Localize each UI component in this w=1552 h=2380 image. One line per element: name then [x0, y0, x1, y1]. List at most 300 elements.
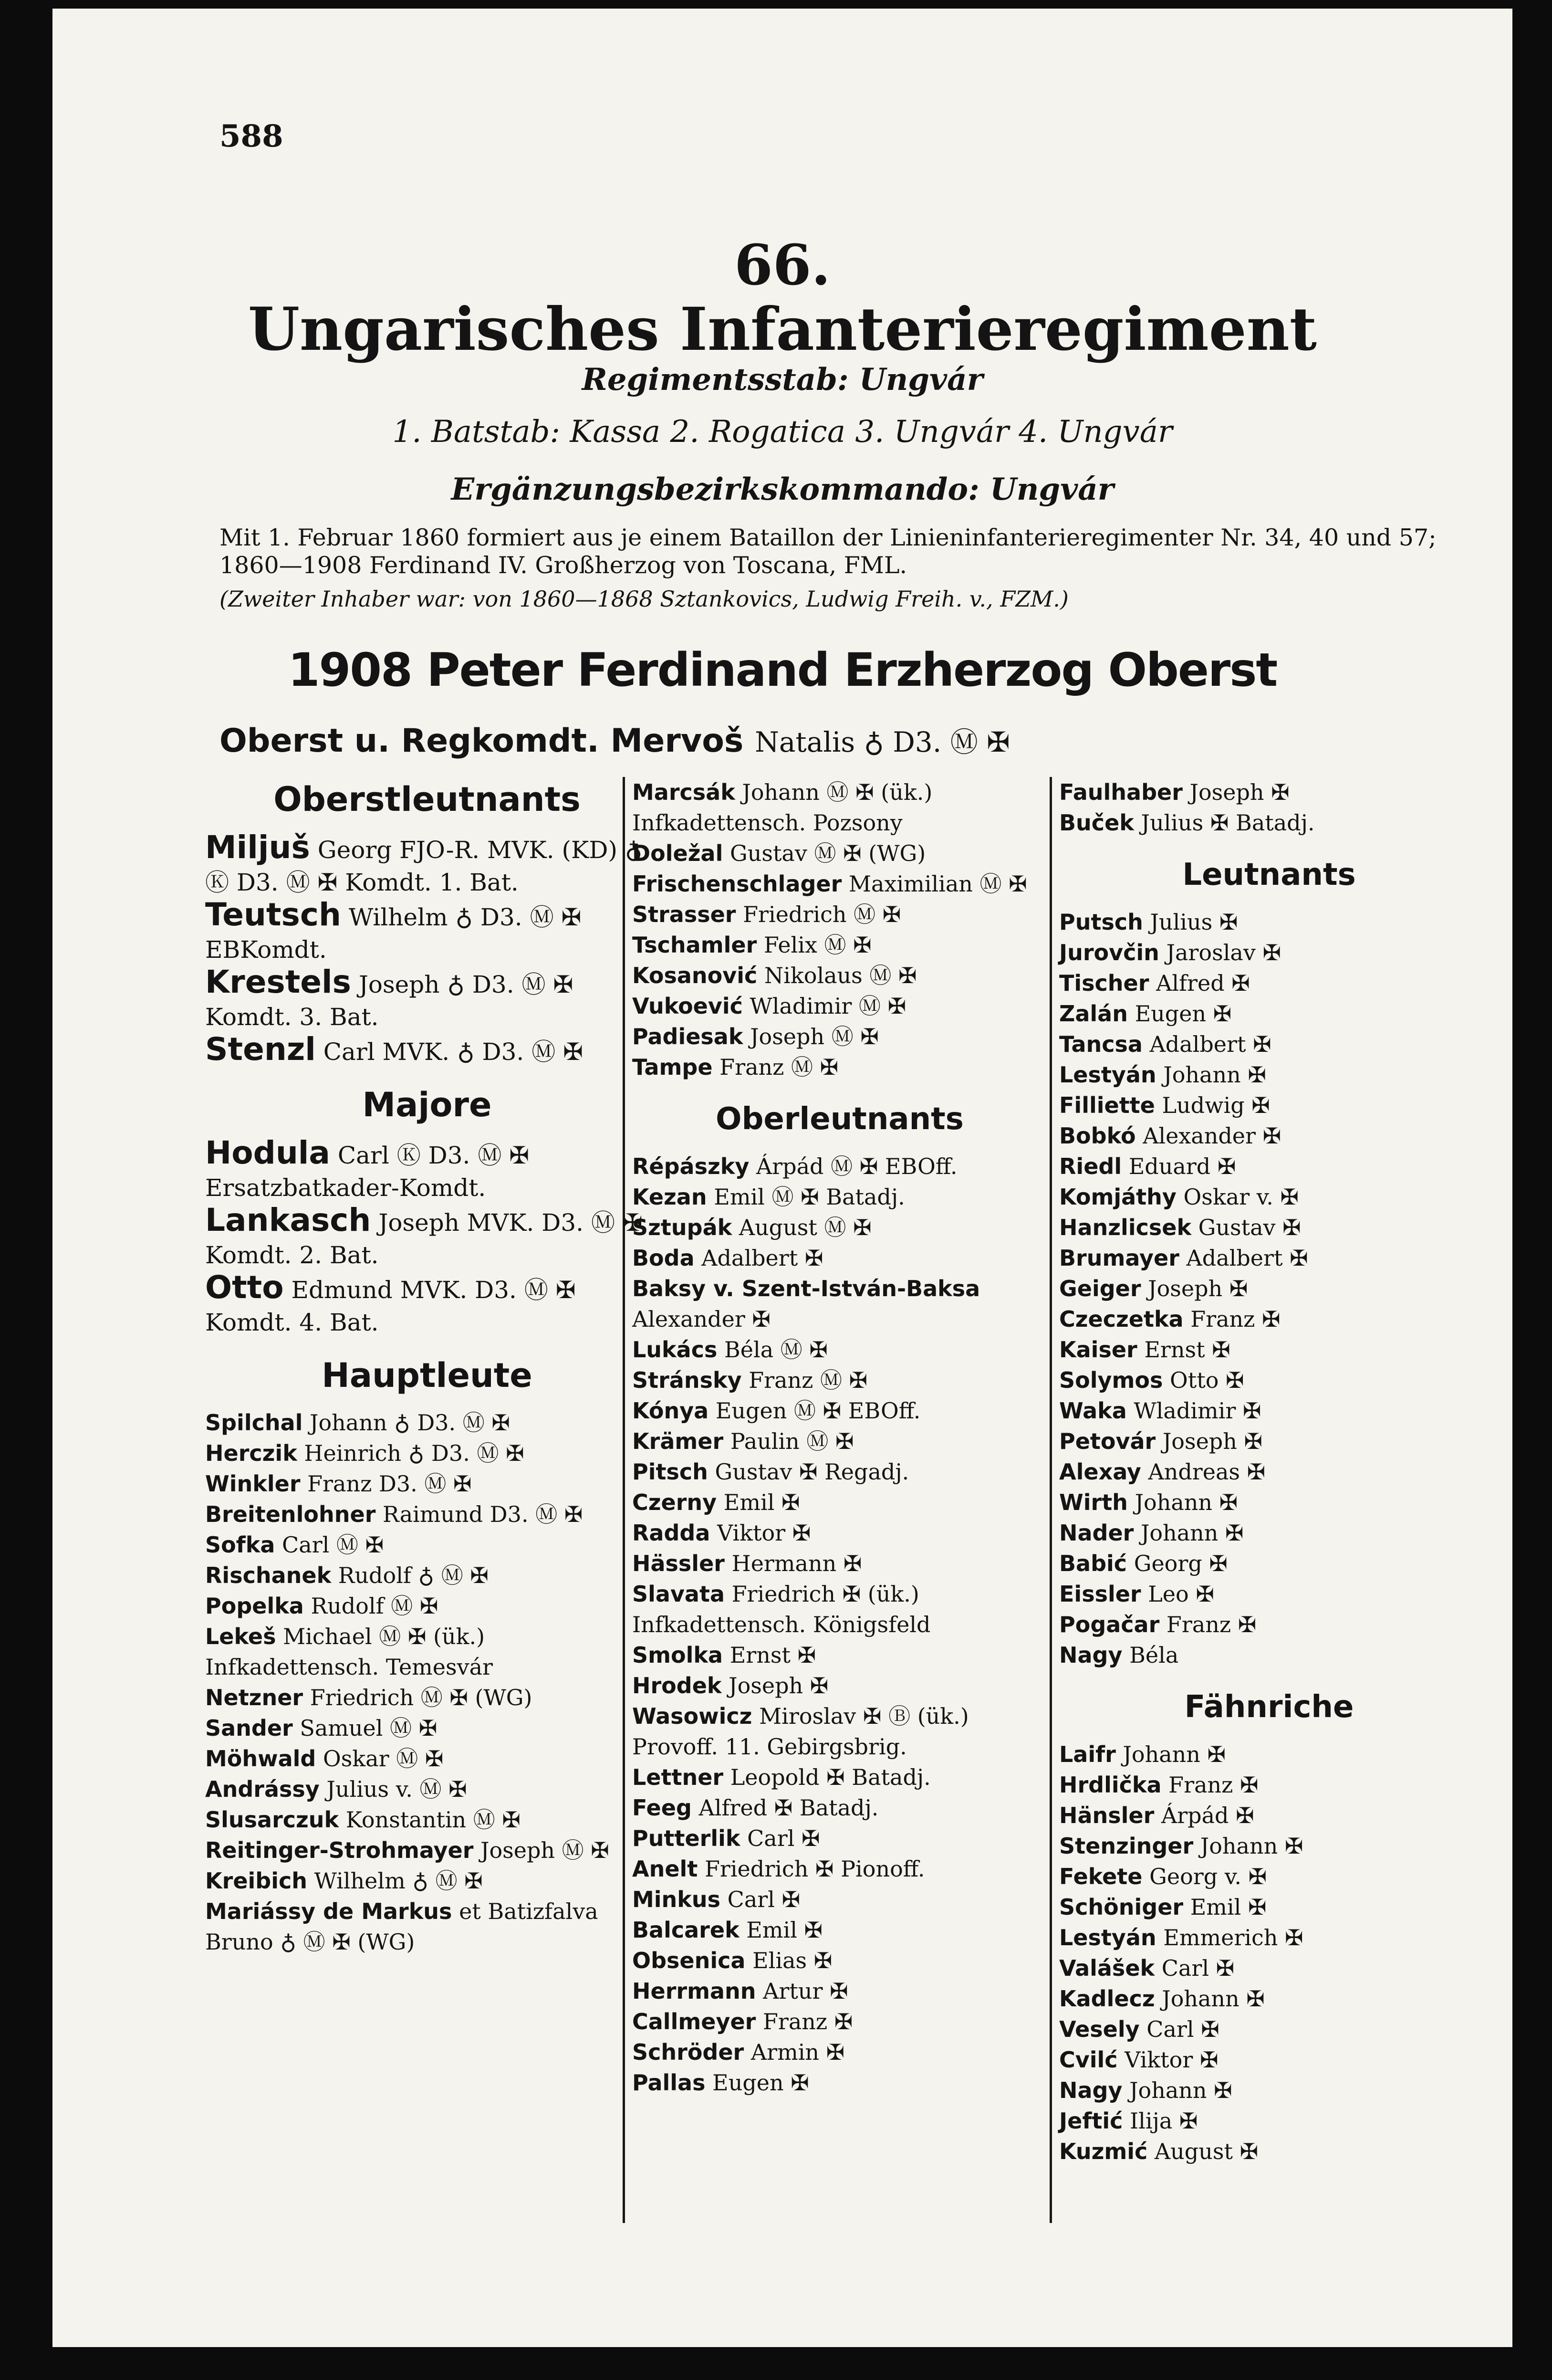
officer-name: Brumayer — [1059, 1245, 1179, 1271]
roster-entry — [1059, 1640, 1479, 1670]
officer-details: Franz ✠ — [762, 2009, 853, 2034]
ergaenzung-line: Ergänzungsbezirkskommando: Ungvár — [451, 472, 1114, 507]
officer-details: Julius ✠ — [1150, 909, 1238, 935]
officer-details: Ilija ✠ — [1129, 2108, 1198, 2134]
roster-entry — [1059, 1861, 1479, 1892]
officer-name: Stránsky — [632, 1367, 742, 1393]
regiment-name: Ungarisches Infanterieregiment — [248, 295, 1317, 364]
officer-name: Solymos — [1059, 1367, 1163, 1393]
roster-entry — [205, 1271, 649, 1339]
officer-name: Pitsch — [632, 1459, 708, 1485]
officer-name: Pogačar — [1059, 1612, 1160, 1637]
officer-details: Georg ✠ — [1134, 1551, 1228, 1576]
officer-details: Joseph Ⓜ ✠ — [480, 1837, 609, 1863]
officer-name: Répászky — [632, 1153, 750, 1179]
officer-details: Emil ✠ — [1190, 1894, 1267, 1920]
roster-entry — [205, 1530, 649, 1560]
officer-details: Leo ✠ — [1148, 1581, 1214, 1607]
officer-name: Möhwald — [205, 1746, 316, 1772]
roster-entry — [205, 1134, 649, 1204]
list-oberleutnants-continued — [1059, 777, 1479, 838]
roster-entry — [1059, 2136, 1479, 2167]
officer-details: Leopold ✠ Batadj. — [730, 1764, 931, 1790]
officer-details: Rudolf ♁ Ⓜ ✠ — [338, 1562, 489, 1588]
officer-name: Minkus — [632, 1887, 721, 1912]
roster-entry — [1059, 1395, 1479, 1426]
officer-name: Fekete — [1059, 1864, 1143, 1889]
officer-name: Komjáthy — [1059, 1184, 1177, 1210]
regiment-number: 66. — [734, 233, 831, 298]
roster-entry — [1059, 2106, 1479, 2136]
officer-details: Carl ✠ — [727, 1887, 801, 1912]
officer-name: Slavata — [632, 1581, 725, 1607]
officer-details: Oskar Ⓜ ✠ — [323, 1746, 444, 1772]
roster-entry — [632, 1334, 1047, 1365]
officer-name: Kuzmić — [1059, 2139, 1148, 2164]
officer-name: Vukoević — [632, 993, 743, 1019]
officer-name: Czerny — [632, 1489, 717, 1515]
officer-name: Lestyán — [1059, 1925, 1156, 1950]
officer-details: Joseph MVK. D3. Ⓜ ✠ Komdt. 2. Bat. — [205, 1209, 643, 1269]
oberst-label: Oberst u. Regkomdt. — [219, 722, 599, 760]
officer-details: Wilhelm ♁ Ⓜ ✠ — [314, 1868, 483, 1894]
officer-details: Árpád Ⓜ ✠ EBOff. — [756, 1153, 958, 1179]
officer-name: Buček — [1059, 810, 1134, 836]
list-hauptleute — [205, 1407, 649, 1957]
officer-name: Stenzl — [205, 1031, 316, 1068]
roster-entry — [1059, 1334, 1479, 1365]
oberst-line — [219, 720, 1010, 760]
officer-name: Faulhaber — [1059, 779, 1183, 805]
officer-details: Edmund MVK. D3. Ⓜ ✠ Komdt. 4. Bat. — [205, 1276, 576, 1336]
roster-entry — [1059, 1739, 1479, 1770]
roster-entry — [1059, 1151, 1479, 1182]
list-faehnriche — [1059, 1739, 1479, 2167]
officer-name: Valášek — [1059, 1955, 1155, 1981]
officer-name: Boda — [632, 1245, 695, 1271]
roster-entry — [1059, 1273, 1479, 1304]
roster-entry — [1059, 807, 1479, 838]
roster-entry — [1059, 1121, 1479, 1151]
officer-details: Julius v. Ⓜ ✠ — [326, 1776, 467, 1802]
officer-details: Georg v. ✠ — [1149, 1864, 1267, 1889]
officer-details: Franz ✠ — [1168, 1772, 1259, 1798]
officer-details: Béla — [1129, 1642, 1179, 1668]
roster-entry — [205, 1621, 649, 1682]
officer-name: Schöniger — [1059, 1894, 1184, 1920]
officer-name: Nagy — [1059, 1642, 1123, 1668]
section-heading-oberstleutnants: Oberstleutnants — [273, 780, 581, 819]
roster-entry — [632, 1395, 1047, 1426]
officer-details: Carl Ⓚ D3. Ⓜ ✠ Ersatzbatkader-Komdt. — [205, 1142, 530, 1202]
roster-entry — [632, 2067, 1047, 2098]
officer-details: Hermann ✠ — [731, 1551, 862, 1576]
officer-name: Hrdlička — [1059, 1772, 1162, 1798]
column-3 — [1059, 777, 1479, 2167]
roster-entry — [632, 991, 1047, 1021]
document-page — [52, 9, 1512, 2347]
roster-entry — [632, 1823, 1047, 1854]
officer-details: Julius ✠ Batadj. — [1141, 810, 1315, 836]
officer-name: Tancsa — [1059, 1031, 1143, 1057]
roster-entry — [632, 1915, 1047, 1945]
officer-details: Samuel Ⓜ ✠ — [300, 1715, 437, 1741]
officer-details: Franz Ⓜ ✠ — [749, 1367, 868, 1393]
officer-name: Nader — [1059, 1520, 1134, 1546]
officer-details: Johann ✠ — [1140, 1520, 1244, 1546]
officer-details: Alexander ✠ — [632, 1306, 771, 1332]
officer-details: Friedrich Ⓜ ✠ — [743, 902, 901, 927]
roster-entry — [1059, 1548, 1479, 1579]
officer-details: Paulin Ⓜ ✠ — [730, 1428, 854, 1454]
officer-details: Armin ✠ — [750, 2039, 845, 2065]
roster-entry — [1059, 2044, 1479, 2075]
officer-name: Lankasch — [205, 1202, 371, 1238]
officer-details: Maximilian Ⓜ ✠ — [848, 871, 1027, 897]
officer-details: Nikolaus Ⓜ ✠ — [764, 963, 917, 988]
officer-name: Spilchal — [205, 1410, 303, 1436]
formation-note: Mit 1. Februar 1860 formiert aus je einem Bataillon der Linieninfanterieregimenter Nr. 34, 40 und 57; 1860—1908 Ferdinand IV. Großherzog von Toscana, FML. — [219, 524, 1437, 579]
roster-entry — [632, 1640, 1047, 1670]
officer-details: Carl MVK. ♁ D3. Ⓜ ✠ — [323, 1038, 583, 1066]
oberst-details: Natalis ♁ D3. Ⓜ ✠ — [755, 726, 1010, 758]
officer-name: Winkler — [205, 1471, 301, 1497]
officer-name: Marcsák — [632, 779, 735, 805]
officer-name: Babić — [1059, 1551, 1127, 1576]
officer-details: Ludwig ✠ — [1162, 1092, 1270, 1118]
officer-name: Kreibich — [205, 1868, 308, 1894]
roster-entry — [1059, 968, 1479, 998]
roster-entry — [1059, 1212, 1479, 1243]
officer-details: Alfred ✠ Batadj. — [698, 1795, 879, 1821]
roster-entry — [632, 1365, 1047, 1395]
roster-entry — [1059, 1487, 1479, 1518]
officer-name: Strasser — [632, 902, 736, 927]
officer-name: Alexay — [1059, 1459, 1141, 1485]
officer-name: Popelka — [205, 1593, 304, 1619]
officer-details: Joseph ✠ — [1189, 779, 1290, 805]
officer-details: Felix Ⓜ ✠ — [763, 932, 872, 958]
section-heading-majore: Majore — [362, 1085, 492, 1124]
officer-details: Eugen ✠ — [712, 2070, 809, 2096]
officer-name: Vesely — [1059, 2016, 1140, 2042]
officer-name: Tampe — [632, 1054, 713, 1080]
officer-details: Eugen ✠ — [1135, 1001, 1232, 1027]
officer-details: Johann Ⓜ ✠ (ük.) Infkadettensch. Pozsony — [632, 779, 933, 836]
roster-entry — [632, 1670, 1047, 1701]
roster-entry — [1059, 2075, 1479, 2106]
officer-name: Baksy v. Szent-István-Baksa — [632, 1276, 980, 1301]
roster-entry — [1059, 1800, 1479, 1831]
officer-details: Friedrich ✠ (ük.) Infkadettensch. Königsfeld — [632, 1581, 931, 1637]
roster-entry — [205, 1804, 649, 1835]
roster-entry — [1059, 1457, 1479, 1487]
roster-entry — [205, 1713, 649, 1743]
inhaber-line: 1908 Peter Ferdinand Erzherzog Oberst — [288, 643, 1277, 697]
officer-details: Emil Ⓜ ✠ Batadj. — [714, 1184, 905, 1210]
officer-details: Johann ✠ — [1123, 1741, 1226, 1767]
roster-entry — [632, 1243, 1047, 1273]
officer-name: Laifr — [1059, 1741, 1116, 1767]
roster-entry — [205, 1835, 649, 1866]
officer-name: Netzner — [205, 1685, 303, 1710]
roster-entry — [632, 1052, 1047, 1082]
roster-entry — [205, 1204, 649, 1271]
roster-entry — [632, 1884, 1047, 1915]
officer-name: Sander — [205, 1715, 293, 1741]
roster-entry — [1059, 1059, 1479, 1090]
officer-details: Miroslav ✠ Ⓑ (ük.) Provoff. 11. Gebirgsbrig. — [632, 1703, 969, 1760]
roster-entry — [1059, 1892, 1479, 1922]
roster-entry — [632, 1426, 1047, 1457]
roster-entry — [1059, 1426, 1479, 1457]
officer-name: Sztupák — [632, 1215, 732, 1240]
officer-details: Carl ✠ — [1146, 2016, 1219, 2042]
roster-entry — [632, 1793, 1047, 1823]
officer-details: Johann ✠ — [1200, 1833, 1303, 1859]
officer-name: Teutsch — [205, 896, 341, 933]
column-1 — [205, 777, 649, 1957]
officer-name: Tschamler — [632, 932, 757, 958]
officer-details: Alfred ✠ — [1156, 970, 1250, 996]
officer-details: Wladimir ✠ — [1134, 1398, 1261, 1424]
officer-name: Putsch — [1059, 909, 1143, 935]
roster-entry — [632, 777, 1047, 838]
officer-name: Balcarek — [632, 1917, 740, 1943]
roster-entry — [632, 2006, 1047, 2037]
section-heading-faehnriche: Fähnriche — [1184, 1689, 1354, 1725]
second-owner-note: (Zweiter Inhaber war: von 1860—1868 Sztankovics, Ludwig Freih. v., FZM.) — [219, 586, 1069, 612]
roster-entry — [205, 1682, 649, 1713]
officer-details: Franz D3. Ⓜ ✠ — [307, 1471, 472, 1497]
officer-details: Emil ✠ — [746, 1917, 823, 1943]
officer-name: Feeg — [632, 1795, 692, 1821]
officer-details: Joseph ✠ — [1162, 1428, 1263, 1454]
officer-details: Adalbert ✠ — [701, 1245, 823, 1271]
officer-name: Jeftić — [1059, 2108, 1123, 2134]
roster-entry — [1059, 1609, 1479, 1640]
officer-name: Anelt — [632, 1856, 698, 1882]
roster-entry — [632, 1151, 1047, 1182]
officer-details: Árpád ✠ — [1161, 1803, 1254, 1828]
officer-details: Friedrich Ⓜ ✠ (WG) — [310, 1685, 532, 1710]
list-leutnants — [1059, 907, 1479, 1670]
page-number: 588 — [219, 118, 283, 154]
roster-entry — [1059, 937, 1479, 968]
column-divider — [1050, 777, 1052, 2223]
officer-details: Franz ✠ — [1190, 1306, 1281, 1332]
roster-entry — [1059, 1518, 1479, 1548]
officer-details: Johann ✠ — [1135, 1489, 1238, 1515]
officer-details: Carl ✠ — [747, 1825, 820, 1851]
officer-details: Rudolf Ⓜ ✠ — [311, 1593, 438, 1619]
roster-entry — [632, 1021, 1047, 1052]
officer-details: Raimund D3. Ⓜ ✠ — [383, 1501, 583, 1527]
officer-details: Wilhelm ♁ D3. Ⓜ ✠ EBKomdt. — [205, 903, 582, 964]
roster-entry — [632, 1212, 1047, 1243]
roster-entry — [632, 1182, 1047, 1212]
section-heading-hauptleute: Hauptleute — [322, 1356, 532, 1395]
officer-details: Jaroslav ✠ — [1166, 940, 1281, 965]
officer-name: Sofka — [205, 1532, 275, 1558]
roster-entry — [632, 1273, 1047, 1334]
officer-name: Lukács — [632, 1337, 718, 1363]
officer-details: Viktor ✠ — [1125, 2047, 1219, 2073]
officer-details: Heinrich ♁ D3. Ⓜ ✠ — [304, 1440, 524, 1466]
officer-name: Rischanek — [205, 1562, 332, 1588]
roster-entry — [205, 1743, 649, 1774]
officer-details: Johann ✠ — [1162, 1986, 1265, 2012]
roster-entry — [632, 1945, 1047, 1976]
list-hauptleute-continued — [632, 777, 1047, 1082]
roster-entry — [1059, 1090, 1479, 1121]
roster-entry — [205, 1591, 649, 1621]
roster-entry — [632, 1976, 1047, 2006]
roster-entry — [632, 1854, 1047, 1884]
roster-entry — [1059, 1304, 1479, 1334]
officer-name: Krestels — [205, 964, 351, 1000]
oberst-name: Mervoš — [610, 722, 744, 760]
roster-entry — [205, 1896, 649, 1957]
officer-details: Carl Ⓜ ✠ — [282, 1532, 384, 1558]
officer-details: Franz Ⓜ ✠ — [719, 1054, 839, 1080]
officer-name: Hodula — [205, 1134, 330, 1171]
officer-name: Bobkó — [1059, 1123, 1136, 1149]
roster-entry — [205, 1438, 649, 1468]
officer-details: Joseph Ⓜ ✠ — [750, 1024, 879, 1049]
officer-name: Eissler — [1059, 1581, 1141, 1607]
roster-entry — [1059, 1770, 1479, 1800]
list-oberstleutnants — [205, 831, 649, 1068]
officer-name: Zalán — [1059, 1001, 1128, 1027]
officer-name: Wasowicz — [632, 1703, 752, 1729]
officer-name: Waka — [1059, 1398, 1127, 1424]
roster-entry — [632, 838, 1047, 869]
officer-details: Béla Ⓜ ✠ — [724, 1337, 828, 1363]
officer-details: Ernst ✠ — [1144, 1337, 1230, 1363]
section-heading-leutnants: Leutnants — [1182, 857, 1356, 892]
roster-entry — [205, 1774, 649, 1804]
officer-name: Nagy — [1059, 2077, 1123, 2103]
officer-details: Joseph ✠ — [1148, 1276, 1248, 1301]
officer-name: Kadlecz — [1059, 1986, 1155, 2012]
officer-name: Hässler — [632, 1551, 725, 1576]
officer-name: Frischenschlager — [632, 871, 842, 897]
roster-entry — [205, 831, 649, 899]
officer-name: Filliette — [1059, 1092, 1155, 1118]
officer-name: Schröder — [632, 2039, 744, 2065]
officer-details: Joseph ♁ D3. Ⓜ ✠ Komdt. 3. Bat. — [205, 971, 573, 1031]
officer-name: Reitinger-Strohmayer — [205, 1837, 474, 1863]
officer-details: Emil ✠ — [723, 1489, 800, 1515]
officer-details: Wladimir Ⓜ ✠ — [750, 993, 906, 1019]
officer-name: Riedl — [1059, 1153, 1122, 1179]
officer-details: Johann ✠ — [1129, 2077, 1232, 2103]
officer-details: Adalbert ✠ — [1149, 1031, 1271, 1057]
roster-entry — [632, 1548, 1047, 1579]
roster-entry — [205, 896, 649, 966]
regimentsstab: Regimentsstab: Ungvár — [582, 362, 983, 398]
officer-details: Johann ♁ D3. Ⓜ ✠ — [310, 1410, 510, 1436]
roster-entry — [1059, 907, 1479, 937]
roster-entry — [632, 1457, 1047, 1487]
officer-name: Cvilć — [1059, 2047, 1118, 2073]
officer-name: Wirth — [1059, 1489, 1128, 1515]
roster-entry — [1059, 1983, 1479, 2014]
column-2 — [632, 777, 1047, 2098]
roster-entry — [632, 1762, 1047, 1793]
officer-details: Elias ✠ — [752, 1948, 833, 1973]
officer-name: Mariássy de Markus — [205, 1898, 452, 1924]
officer-name: Callmeyer — [632, 2009, 756, 2034]
officer-details: Emmerich ✠ — [1163, 1925, 1303, 1950]
officer-name: Lestyán — [1059, 1062, 1156, 1088]
officer-details: Ernst ✠ — [729, 1642, 816, 1668]
officer-name: Geiger — [1059, 1276, 1141, 1301]
officer-details: Carl ✠ — [1161, 1955, 1235, 1981]
batstab-line: 1. Batstab: Kassa 2. Rogatica 3. Ungvár 4. Ungvár — [392, 414, 1173, 450]
officer-details: August ✠ — [1154, 2139, 1259, 2164]
officer-details: Johann ✠ — [1163, 1062, 1266, 1088]
officer-name: Czeczetka — [1059, 1306, 1184, 1332]
roster-entry — [1059, 1922, 1479, 1953]
roster-entry — [205, 1033, 649, 1068]
officer-name: Hanzlicsek — [1059, 1215, 1192, 1240]
officer-name: Otto — [205, 1269, 284, 1306]
roster-entry — [632, 1518, 1047, 1548]
officer-name: Radda — [632, 1520, 710, 1546]
officer-details: Franz ✠ — [1166, 1612, 1257, 1637]
officer-details: Michael Ⓜ ✠ (ük.) Infkadettensch. Temesvár — [205, 1624, 493, 1680]
officer-name: Lettner — [632, 1764, 724, 1790]
officer-details: Otto ✠ — [1170, 1367, 1244, 1393]
roster-entry — [1059, 1831, 1479, 1861]
officer-name: Krämer — [632, 1428, 724, 1454]
officer-name: Kosanović — [632, 963, 758, 988]
roster-entry — [205, 1468, 649, 1499]
officer-name: Pallas — [632, 2070, 706, 2096]
list-oberleutnants — [632, 1151, 1047, 2098]
roster-entry — [632, 1701, 1047, 1762]
roster-entry — [632, 899, 1047, 930]
roster-entry — [632, 930, 1047, 960]
roster-entry — [205, 966, 649, 1033]
roster-entry — [205, 1407, 649, 1438]
officer-name: Kónya — [632, 1398, 709, 1424]
roster-entry — [1059, 1365, 1479, 1395]
roster-entry — [1059, 1243, 1479, 1273]
officer-details: Gustav ✠ — [1198, 1215, 1301, 1240]
officer-name: Hrodek — [632, 1673, 722, 1699]
officer-name: Hänsler — [1059, 1803, 1155, 1828]
officer-details: Konstantin Ⓜ ✠ — [345, 1807, 521, 1833]
officer-name: Jurovčin — [1059, 940, 1159, 965]
officer-details: et Batizfalva Bruno ♁ Ⓜ ✠ (WG) — [205, 1898, 598, 1955]
roster-entry — [632, 869, 1047, 899]
roster-entry — [1059, 1953, 1479, 1983]
officer-name: Petovár — [1059, 1428, 1156, 1454]
officer-name: Tischer — [1059, 970, 1149, 996]
officer-name: Andrássy — [205, 1776, 320, 1802]
roster-entry — [1059, 1182, 1479, 1212]
section-heading-oberleutnants: Oberleutnants — [716, 1101, 964, 1137]
officer-details: Friedrich ✠ Pionoff. — [704, 1856, 925, 1882]
roster-entry — [205, 1866, 649, 1896]
officer-details: August Ⓜ ✠ — [739, 1215, 872, 1240]
officer-name: Stenzinger — [1059, 1833, 1194, 1859]
officer-details: Viktor ✠ — [717, 1520, 811, 1546]
officer-details: Eduard ✠ — [1128, 1153, 1236, 1179]
